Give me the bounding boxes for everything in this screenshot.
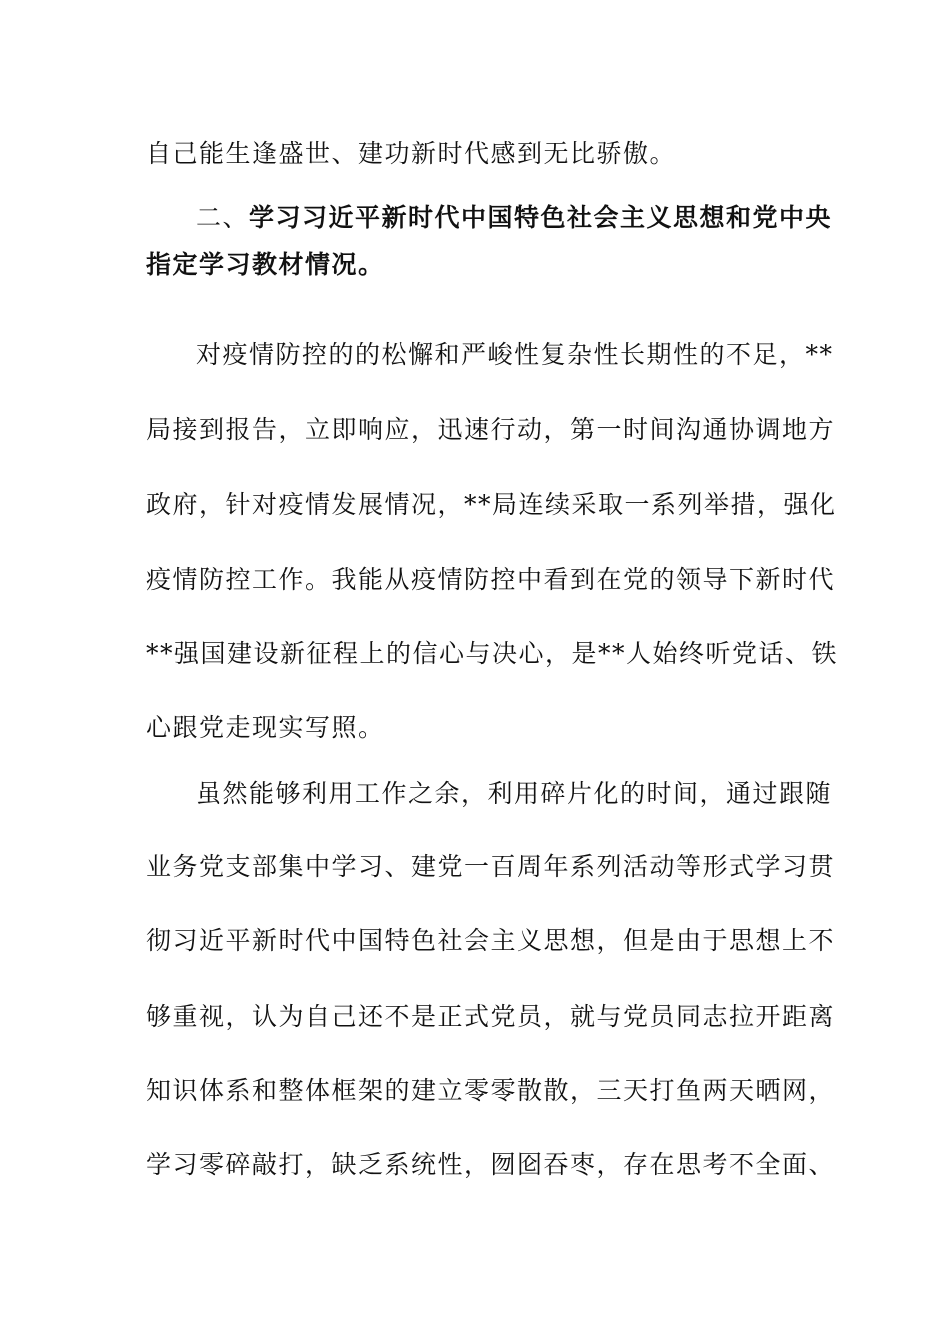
paragraph-1-line-6: 心跟党走现实写照。	[146, 713, 385, 742]
paragraph-2-line-6: 学习零碎敲打，缺乏系统性，囫囵吞枣，存在思考不全面、	[146, 1150, 836, 1179]
paragraph-2-line-3: 彻习近平新时代中国特色社会主义思想，但是由于思想上不	[146, 926, 836, 955]
section-heading-text: 学习习近平新时代中国特色社会主义思想和党中央	[249, 203, 833, 232]
paragraph-2-line-4: 够重视，认为自己还不是正式党员，就与党员同志拉开距离	[146, 1002, 836, 1031]
paragraph-1-line-1: 对疫情防控的的松懈和严峻性复杂性长期性的不足，**	[196, 340, 834, 369]
paragraph-2-line-5: 知识体系和整体框架的建立零零散散，三天打鱼两天晒网，	[146, 1076, 836, 1105]
text-line-1: 自己能生逢盛世、建功新时代感到无比骄傲。	[146, 139, 677, 168]
section-heading-continued: 指定学习教材情况。	[146, 250, 385, 279]
paragraph-1-line-2: 局接到报告，立即响应，迅速行动，第一时间沟通协调地方	[146, 415, 836, 444]
section-heading	[196, 198, 833, 238]
paragraph-1-line-4: 疫情防控工作。我能从疫情防控中看到在党的领导下新时代	[146, 565, 836, 594]
paragraph-1-line-3: 政府，针对疫情发展情况，**局连续采取一系列举措，强化	[146, 490, 837, 519]
section-heading-number: 二、	[196, 203, 250, 232]
paragraph-2-line-2: 业务党支部集中学习、建党一百周年系列活动等形式学习贯	[146, 852, 836, 881]
paragraph-1-line-5: **强国建设新征程上的信心与决心，是**人始终听党话、铁	[146, 639, 839, 668]
paragraph-2-line-1: 虽然能够利用工作之余，利用碎片化的时间，通过跟随	[196, 779, 833, 808]
